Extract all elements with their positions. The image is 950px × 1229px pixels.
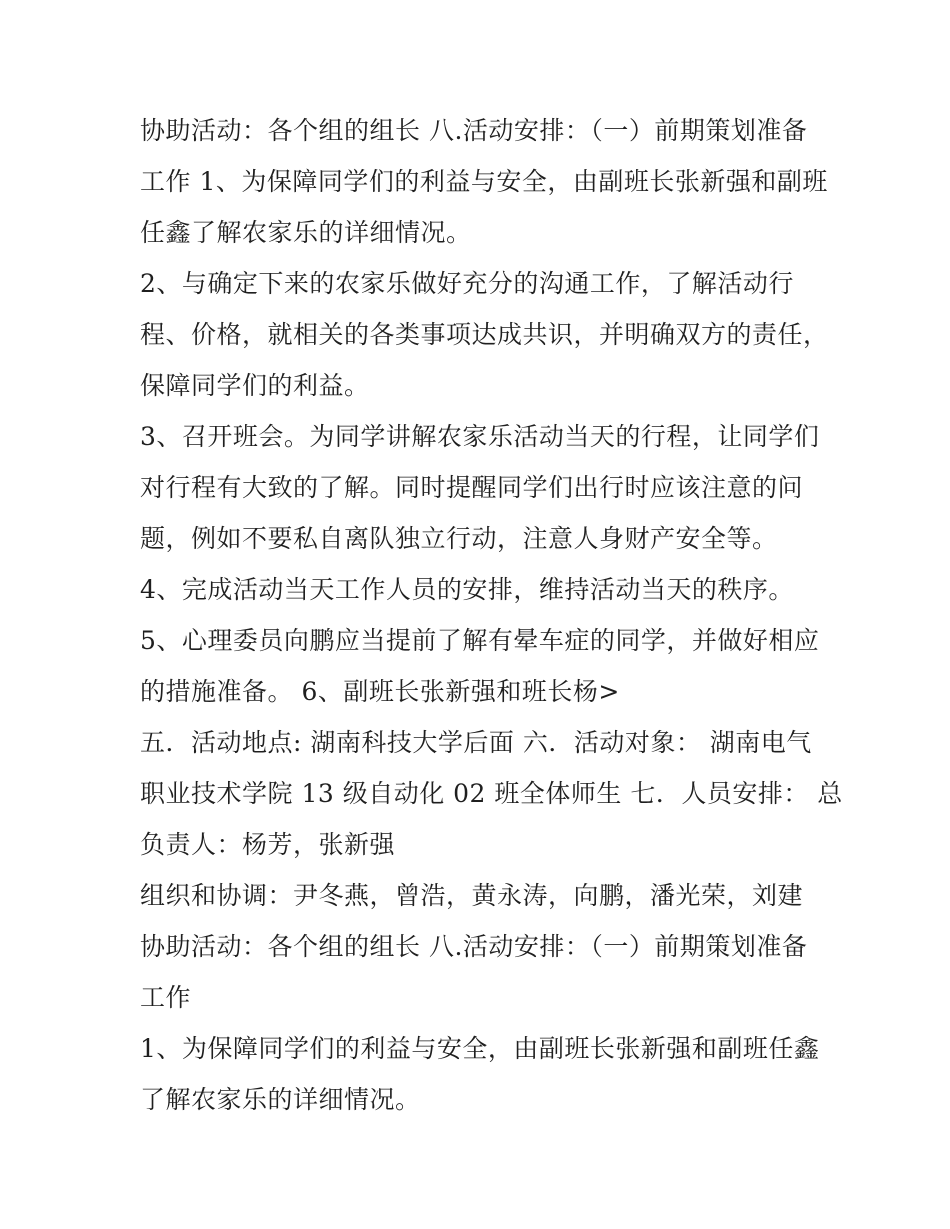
text-line: 1、为保障同学们的利益与安全，由副班长张新强和副班任鑫 [140,1034,820,1063]
text-line: 保障同学们的利益。 [140,371,370,400]
text-line: 任鑫了解农家乐的详细情况。 [140,218,472,247]
text-line: 工作 [140,983,192,1012]
text-line: 协助活动：各个组的组长 八.活动安排：（一）前期策划准备 [140,116,808,145]
text-line: 协助活动：各个组的组长 八.活动安排：（一）前期策划准备 [140,932,808,961]
text-line: 题，例如不要私自离队独立行动，注意人身财产安全等。 [140,524,778,553]
text-line: 组织和协调：尹冬燕，曾浩，黄永涛，向鹏，潘光荣，刘建 [140,881,804,910]
text-line: 2、与确定下来的农家乐做好充分的沟通工作，了解活动行 [140,269,794,298]
text-line: 3、召开班会。为同学讲解农家乐活动当天的行程，让同学们 [140,422,820,451]
text-line: 五．活动地点: 湖南科技大学后面 六．活动对象： 湖南电气 [140,728,812,757]
text-line: 职业技术学院 13 级自动化 02 班全体师生 七．人员安排： 总 [140,779,843,808]
text-line: 5、心理委员向鹏应当提前了解有晕车症的同学，并做好相应 [140,626,820,655]
text-line: 对行程有大致的了解。同时提醒同学们出行时应该注意的问 [140,473,804,502]
text-line: 负责人：杨芳，张新强 [140,830,396,859]
text-line: 4、完成活动当天工作人员的安排，维持活动当天的秩序。 [140,575,794,604]
text-line: 了解农家乐的详细情况。 [140,1085,421,1114]
text-line: 工作 1、为保障同学们的利益与安全，由副班长张新强和副班 [140,167,828,196]
document-body [140,105,843,1125]
text-line: 程、价格，就相关的各类事项达成共识，并明确双方的责任， [140,320,829,349]
text-line: 的措施准备。 6、副班长张新强和班长杨> [140,677,620,706]
